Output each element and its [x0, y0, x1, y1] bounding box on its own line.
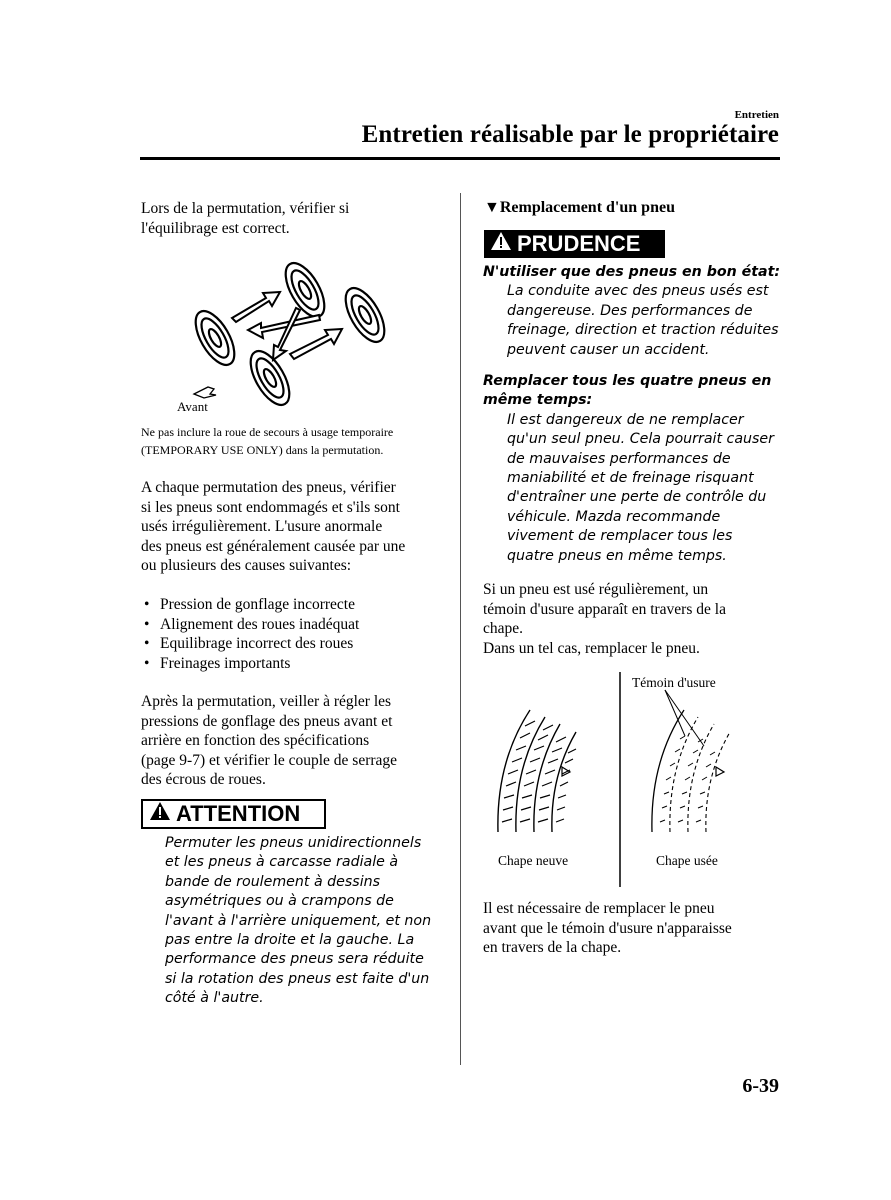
- replace-before-paragraph: Il est nécessaire de remplacer le pneu avant que le témoin d'usure n'apparaisse en travers de la chape.: [483, 900, 732, 956]
- worn-tread-label: Chape usée: [656, 853, 718, 868]
- new-tread-label: Chape neuve: [498, 853, 569, 868]
- replacement-heading: ▼Remplacement d'un pneu: [484, 199, 675, 216]
- wear-indicator-paragraph: Si un pneu est usé régulièrement, un témoin d'usure apparaît en travers de la chape. Dans un tel cas, remplacer le pneu.: [483, 581, 726, 657]
- warning-title: N'utiliser que des pneus en bon état:: [483, 264, 781, 280]
- new-tread-pattern: [498, 710, 576, 832]
- arrow-left-to-top: [232, 292, 280, 322]
- warning-body: La conduite avec des pneus usés est dangereuse. Des performances de freinage, direction et traction réduites peuvent causer un accident.: [507, 283, 779, 358]
- list-item: • Equilibrage incorrect des roues: [141, 634, 359, 654]
- tire-front-right: [278, 257, 332, 323]
- attention-label: ATTENTION: [176, 801, 301, 826]
- header-rule: [140, 157, 780, 160]
- tire-front-left: [188, 305, 242, 371]
- intro-text: Lors de la permutation, vérifier si l'équilibrage est correct.: [141, 200, 350, 237]
- attention-text: Permuter les pneus unidirectionnels et les pneus à carcasse radiale à bande de roulement à dessins asymétriques ou à crampons de l'avant à l'arrière uniquement, et non pas entre la droite et la gauche. La performance des pneus sera réduite si la rotation des pneus est faite d'un côté à l'autre.: [165, 835, 432, 1007]
- after-rotation-paragraph: Après la permutation, veiller à régler les pressions de gonflage des pneus avant et arrière en fonction des spécifications (page 9-7) et vérifier le couple de serrage des écrous de roues.: [141, 693, 398, 788]
- front-indicator-icon: [194, 387, 216, 398]
- page-number: 6-39: [742, 1075, 779, 1097]
- causes-list: [141, 595, 359, 673]
- worn-tread-pattern: [652, 690, 730, 832]
- rotation-note: Ne pas inclure la roue de secours à usage temporaire (TEMPORARY USE ONLY) dans la permutation.: [141, 425, 394, 457]
- front-label: Avant: [177, 399, 208, 414]
- warning-all-four: [483, 372, 774, 566]
- inspection-paragraph: A chaque permutation des pneus, vérifier si les pneus sont endommagés et s'ils sont usés irrégulièrement. L'usure anormale des pneus est généralement causée par une ou plusieurs des causes suivantes:: [141, 479, 406, 574]
- warning-body: Il est dangereux de ne remplacer qu'un seul pneu. Cela pourrait causer de mauvaises performances de maniabilité et de freinage risquant d'entraîner une perte de contrôle du véhicule. Mazda recommande vivement de remplacer tous les quatre pneus en même temps.: [507, 411, 774, 564]
- triangle-down-icon: ▼: [484, 199, 500, 216]
- tire-rotation-diagram: [170, 250, 400, 420]
- tire-rear-right: [338, 282, 392, 348]
- page-title: Entretien réalisable par le propriétaire: [361, 121, 779, 148]
- list-item: • Alignement des roues inadéquat: [141, 615, 359, 635]
- column-divider: [460, 193, 461, 1065]
- tire-rear-left: [243, 345, 297, 411]
- section-label: Entretien: [734, 109, 779, 121]
- prudence-badge: [484, 230, 665, 258]
- warning-icon: [490, 231, 512, 257]
- prudence-label: PRUDENCE: [517, 231, 641, 256]
- arrow-bottom-to-right: [290, 329, 342, 359]
- attention-badge: [141, 799, 326, 829]
- list-item: • Pression de gonflage incorrecte: [141, 595, 359, 615]
- warning-icon: [149, 801, 171, 827]
- warning-good-tires: [483, 263, 780, 360]
- warning-title: Remplacer tous les quatre pneus en même temps:: [483, 373, 772, 409]
- list-item: • Freinages importants: [141, 654, 359, 674]
- wear-indicator-label: Témoin d'usure: [632, 675, 716, 690]
